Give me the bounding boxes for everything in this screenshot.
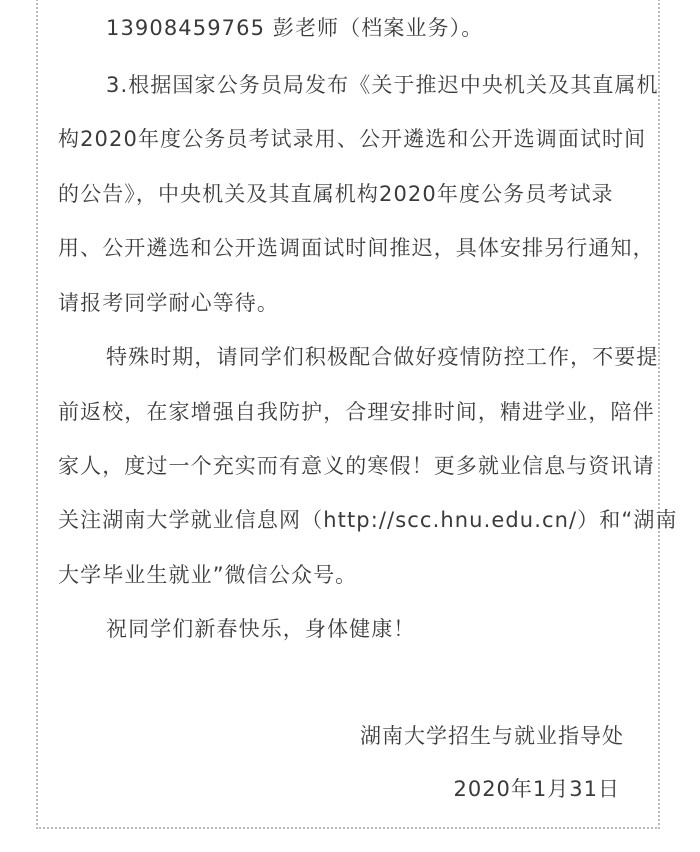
text-line: 前返校，在家增强自我防护，合理安排时间，精进学业，陪伴 — [58, 400, 655, 424]
text-line: 关注湖南大学就业信息网（http://scc.hnu.edu.cn/）和“湖南 — [58, 508, 678, 532]
text-line: 用、公开遴选和公开选调面试时间推迟，具体安排另行通知， — [58, 236, 655, 260]
text-line: 请报考同学耐心等待。 — [58, 291, 279, 315]
text-line: 大学毕业生就业”微信公众号。 — [58, 563, 358, 587]
signature-date: 2020年1月31日 — [453, 777, 620, 801]
paragraph-start: 3.根据国家公务员局发布《关于推迟中央机关及其直属机 — [106, 73, 659, 97]
text-line: 13908459765 彭老师（档案业务）。 — [106, 16, 484, 40]
text-line: 家人，度过一个充实而有意义的寒假！更多就业信息与资讯请 — [58, 454, 655, 478]
closing-greeting: 祝同学们新春快乐，身体健康！ — [106, 617, 416, 641]
text-line: 构2020年度公务员考试录用、公开遴选和公开选调面试时间 — [58, 127, 647, 151]
paragraph-start: 特殊时期，请同学们积极配合做好疫情防控工作，不要提 — [106, 345, 659, 369]
signature-organization: 湖南大学招生与就业指导处 — [360, 724, 624, 748]
text-line: 的公告》，中央机关及其直属机构2020年度公务员考试录 — [58, 182, 614, 206]
